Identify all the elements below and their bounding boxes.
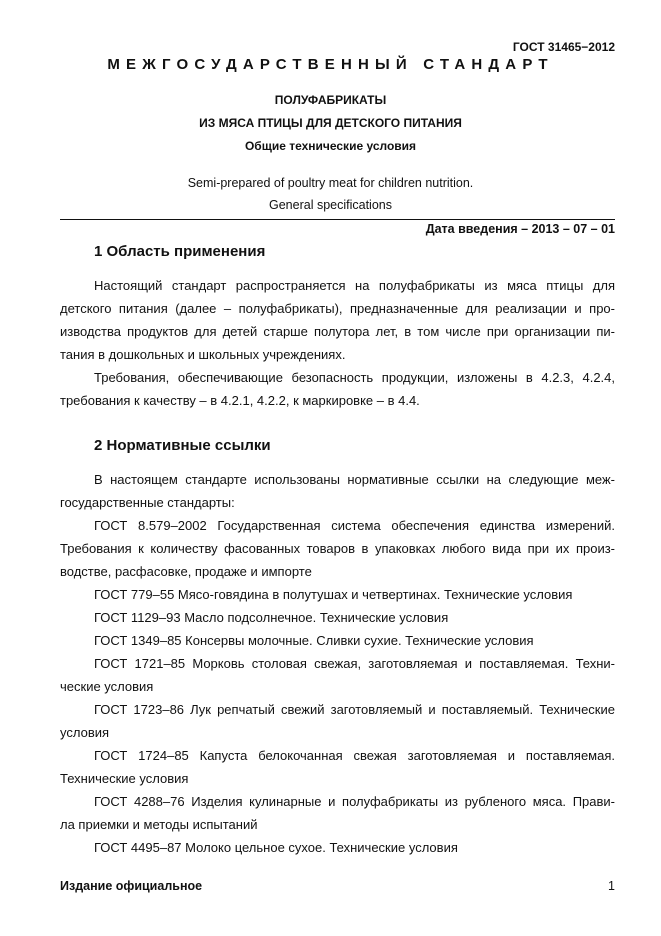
section-1-paragraph-2 [60, 366, 615, 412]
title-line-3: Общие технические условия [244, 139, 417, 153]
gost-number: ГОСТ 31465−2012 [512, 40, 615, 54]
reference-line: ГОСТ 8.579–2002 Государственная система обеспечения единства измерений. [94, 518, 615, 533]
title-line-2: ИЗ МЯСА ПТИЦЫ ДЛЯ ДЕТСКОГО ПИТАНИЯ [199, 116, 462, 130]
reference-line: ГОСТ 4495–87 Молоко цельное сухое. Технические условия [94, 840, 458, 855]
text-line: государственные стандарты: [60, 495, 235, 510]
text-line: требования к качеству – в 4.2.1, 4.2.2, к маркировке – в 4.4. [60, 393, 420, 408]
reference-line: ла приемки и методы испытаний [60, 817, 258, 832]
text-line: изводства продуктов для детей старше полутора лет, в том числе при организации пи- [60, 324, 615, 339]
text-line: детского питания (далее – полуфабрикаты), предназначенные для реализации и про- [60, 301, 615, 316]
reference-line: ГОСТ 1723–86 Лук репчатый свежий заготовляемый и поставляемый. Технические [94, 702, 615, 717]
text-line: Требования, обеспечивающие безопасность продукции, изложены в 4.2.3, 4.2.4, [94, 370, 615, 385]
reference-line: ГОСТ 1129–93 Масло подсолнечное. Технические условия [94, 610, 449, 625]
reference-line: ГОСТ 779–55 Мясо-говядина в полутушах и четвертинах. Технические условия [94, 587, 573, 602]
normative-reference-list [60, 514, 615, 859]
section-1-paragraph-1 [60, 274, 615, 366]
reference-line: водстве, расфасовке, продаже и импорте [60, 564, 312, 579]
title-en-line-1: Semi-prepared of poultry meat for children nutrition. [187, 176, 474, 190]
introduction-date: Дата введения – 2013 – 07 – 01 [425, 222, 615, 236]
title-divider [60, 219, 615, 220]
page-number: 1 [608, 879, 615, 893]
section-2-intro [60, 468, 615, 514]
reference-line: Технические условия [60, 771, 189, 786]
reference-line: ГОСТ 4288–76 Изделия кулинарные и полуфабрикаты из рубленого мяса. Прави- [94, 794, 615, 809]
reference-line: Требования к количеству фасованных товаров в упаковках любого вида при их произ- [60, 541, 615, 556]
reference-line: ческие условия [60, 679, 154, 694]
edition-label: Издание официальное [60, 879, 203, 893]
reference-line: ГОСТ 1349–85 Консервы молочные. Сливки сухие. Технические условия [94, 633, 534, 648]
text-line: В настоящем стандарте использованы нормативные ссылки на следующие меж- [94, 472, 615, 487]
section-2-heading: 2 Нормативные ссылки [94, 437, 271, 454]
text-line: тания в дошкольных и школьных учреждениях. [60, 347, 346, 362]
title-en-line-2: General specifications [269, 198, 392, 212]
text-line: Настоящий стандарт распространяется на полуфабрикаты из мяса птицы для [94, 278, 615, 293]
section-1-heading: 1 Область применения [94, 243, 266, 260]
title-line-1: ПОЛУФАБРИКАТЫ [274, 93, 387, 107]
reference-line: ГОСТ 1724–85 Капуста белокочанная свежая заготовляемая и поставляемая. [94, 748, 615, 763]
standard-type: МЕЖГОСУДАРСТВЕННЫЙ СТАНДАРТ [107, 56, 554, 73]
reference-line: ГОСТ 1721–85 Морковь столовая свежая, заготовляемая и поставляемая. Техни- [94, 656, 615, 671]
reference-line: условия [60, 725, 110, 740]
